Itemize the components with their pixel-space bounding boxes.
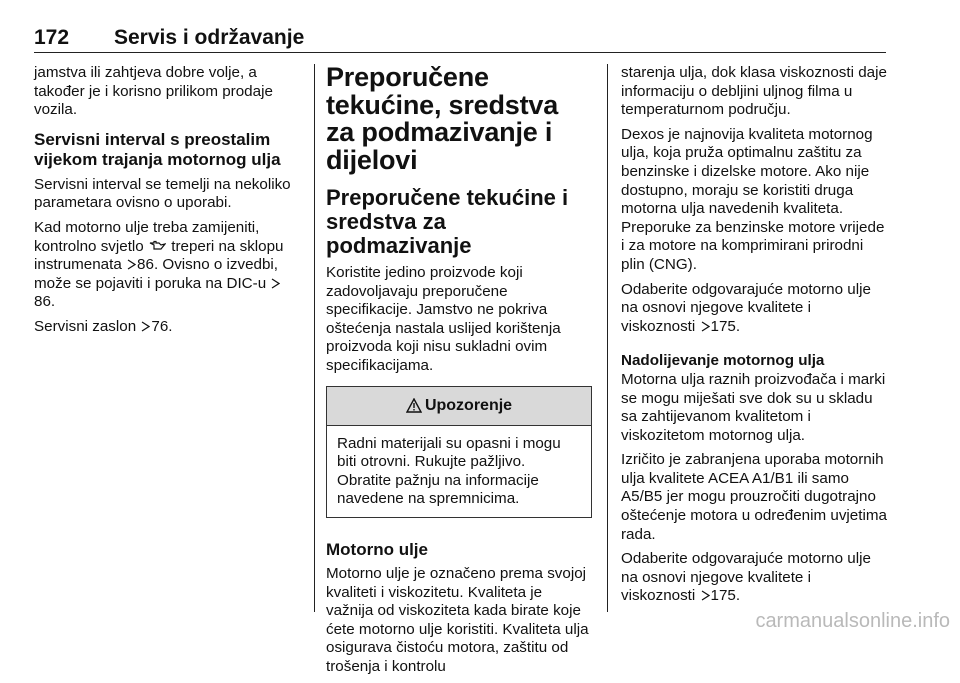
page-reference-link[interactable]: 86 [137, 256, 154, 274]
column-2 [326, 64, 592, 683]
column-3 [621, 64, 889, 612]
sub-heading: Preporučene tekućine i sredstva za podmazivanje [326, 185, 569, 258]
warning-header [327, 387, 591, 426]
paragraph: Motorno ulje je označeno prema svojoj kvaliteti i viskozitetu. Kvaliteta je važnija od viskoziteta kada birate koje ćete motorno ulje koristiti. Kvaliteta ulja osigurava čistoću motora, zaštitu od trošenja i kontrolu [326, 564, 589, 675]
column-divider-1 [314, 64, 315, 612]
warning-text: Radni materijali su opasni i mogu biti otrovni. Rukujte pažljivo. Obratite pažnju na informacije navedene na spremnicima. [337, 434, 561, 508]
paragraph: jamstva ili zahtjeva dobre volje, a također je i korisno prilikom prodaje vozila. [34, 64, 273, 119]
paragraph: starenja ulja, dok klasa viskoznosti daje informaciju o debljini uljnog filma u temperaturnom području. [621, 64, 887, 119]
warning-body [327, 426, 591, 517]
reference-arrow-icon [701, 321, 710, 332]
reference-arrow-icon [141, 321, 150, 332]
reference-arrow-icon [271, 278, 280, 289]
warning-triangle-icon [406, 398, 422, 413]
warning-box [326, 386, 592, 518]
paragraph-oil-light: Kad motorno ulje treba zamijeniti, kontrolno svjetlo treperi na sklopu instrumenata 86. Ovisno o izvedbi, može se pojaviti i poruka na DIC-u 86. [34, 218, 284, 311]
paragraph-oil-choice: Odaberite odgovarajuće motorno ulje na osnovi njegove kvalitete i viskoznosti 175. [621, 550, 871, 605]
paragraph-service-display: Servisni zaslon 76. [34, 317, 173, 335]
text: . Ovisno o izvedbi, može se pojaviti i poruka na DIC-u [34, 256, 279, 292]
section-heading-engine-oil: Motorno ulje [326, 539, 428, 559]
paragraph: Izričito je zabranjena uporaba motornih ulja kvalitete ACEA A1/B1 ili samo A5/B5 jer mogu prouzročiti dugotrajno oštećenje motora u određenim uvjetima rada. [621, 451, 887, 543]
text: treperi na sklopu instrumenata [34, 237, 284, 274]
page-reference-link[interactable]: 86 [34, 293, 51, 311]
page-number: 172 [34, 26, 70, 49]
paragraph: Motorna ulja raznih proizvođača i marki se mogu miješati sve dok su u skladu sa zahtijevanom kvalitetom i viskozitetom motornog ulja. [621, 370, 886, 444]
page-header [34, 22, 886, 53]
main-heading: Preporučene tekućine, sredstva za podmazivanje i dijelovi [326, 62, 559, 175]
column-1 [34, 64, 300, 343]
reference-arrow-icon [701, 590, 710, 601]
paragraph: Servisni interval se temelji na nekoliko parametara ovisno o uporabi. [34, 175, 291, 212]
text: Odaberite odgovarajuće motorno ulje na osnovi njegove kvalitete i viskoznosti [621, 550, 871, 605]
page-reference-link[interactable]: 76 [151, 317, 169, 335]
warning-title: Upozorenje [424, 396, 513, 414]
section-heading-oil-refill: Nadolijevanje motornog ulja [621, 352, 825, 370]
section-heading-service-interval: Servisni interval s preostalim vijekom trajanja motornog ulja [34, 129, 281, 169]
text: Kad motorno ulje treba zamijeniti, kontrolno svjetlo [34, 218, 260, 255]
text: Servisni zaslon [34, 317, 137, 335]
watermark: carmanualsonline.info [755, 610, 950, 632]
reference-arrow-icon [127, 259, 136, 270]
text: Odaberite odgovarajuće motorno ulje na osnovi njegove kvalitete i viskoznosti [621, 280, 871, 335]
paragraph-oil-choice: Odaberite odgovarajuće motorno ulje na osnovi njegove kvalitete i viskoznosti 175. [621, 280, 871, 335]
paragraph: Koristite jedino proizvode koji zadovoljavaju preporučene specifikacije. Jamstvo ne pokriva oštećenja nastala uslijed korištenja proizvoda koji nisu sukladni ovim specifikacijama. [326, 264, 561, 374]
oil-can-icon [149, 240, 166, 251]
page-reference-link[interactable]: 175 [710, 587, 736, 605]
page-reference-link[interactable]: 175 [710, 317, 736, 335]
paragraph: Dexos je najnovija kvaliteta motornog ulja, koja pruža optimalnu zaštitu za benzinske i dizelske motore. Ako nije dostupno, moraju se koristiti druga motorna ulja navedenih kvaliteta. Preporuke za benzinske motore vrijede i za motore na komprimirani prirodni plin (CNG). [621, 125, 885, 273]
chapter-title: Servis i održavanje [114, 26, 305, 49]
column-divider-2 [607, 64, 608, 612]
